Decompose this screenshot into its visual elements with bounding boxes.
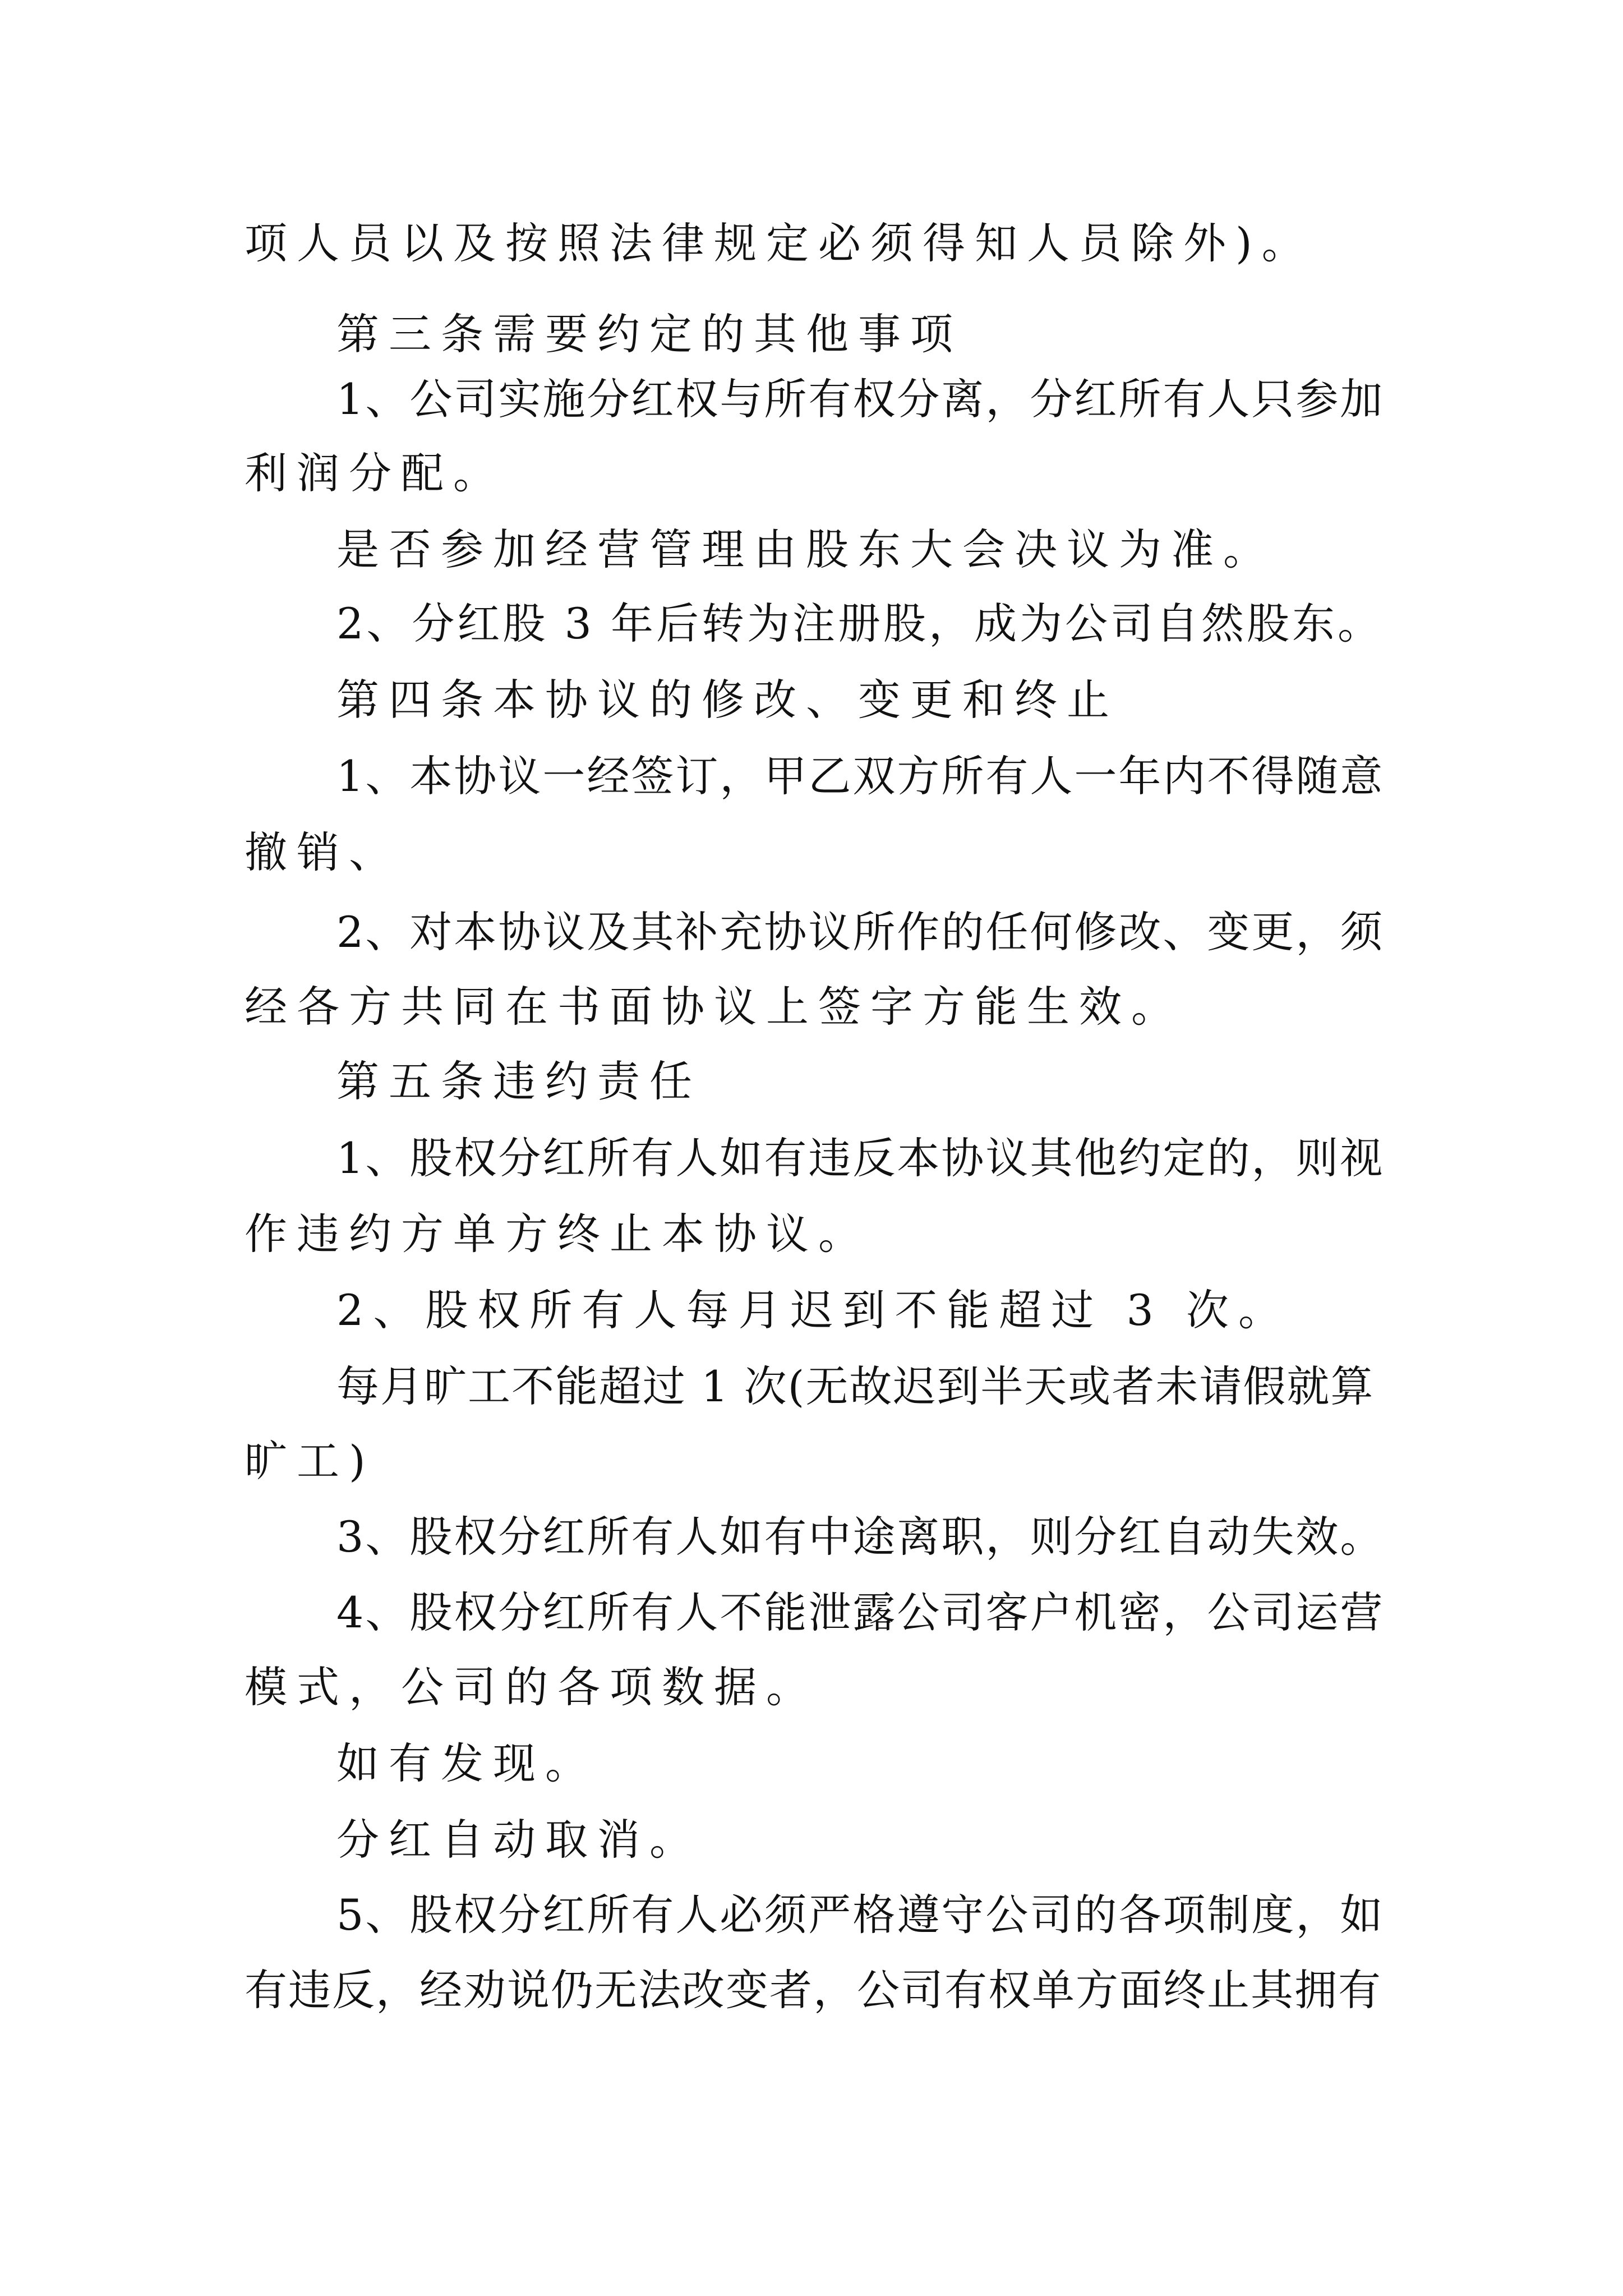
text-line-4: 利润分配。: [245, 448, 505, 498]
text-line-15: 2、股权所有人每月迟到不能超过 3 次。: [336, 1285, 1291, 1335]
section-heading-4: 第四条本协议的修改、变更和终止: [336, 675, 1119, 725]
text-line-16: 每月旷工不能超过 1 次(无故迟到半天或者未请假就算: [336, 1361, 1375, 1411]
text-line-24: 有违反，经劝说仍无法改变者，公司有权单方面终止其拥有: [245, 1965, 1382, 2015]
text-line-19: 4、股权分红所有人不能泄露公司客户机密，公司运营: [336, 1588, 1385, 1637]
text-line-8: 1、本协议一经签订，甲乙双方所有人一年内不得随意: [336, 751, 1385, 801]
text-line-23: 5、股权分红所有人必须严格遵守公司的各项制度，如: [336, 1890, 1385, 1940]
text-line-3: 1、公司实施分红权与所有权分离，分红所有人只参加: [336, 374, 1385, 424]
text-line-17: 旷工): [245, 1436, 375, 1486]
text-line-13: 1、股权分红所有人如有违反本协议其他约定的，则视: [336, 1133, 1385, 1183]
text-line-22: 分红自动取消。: [336, 1815, 702, 1865]
text-line-21: 如有发现。: [336, 1738, 597, 1788]
text-line-5: 是否参加经营管理由股东大会决议为准。: [336, 524, 1275, 574]
text-line-18: 3、股权分红所有人如有中途离职，则分红自动失效。: [336, 1512, 1385, 1562]
text-line-14: 作违约方单方终止本协议。: [245, 1209, 870, 1259]
text-line-11: 经各方共同在书面协议上签字方能生效。: [245, 982, 1183, 1032]
text-line-6: 2、分红股 3 年后转为注册股，成为公司自然股东。: [336, 599, 1384, 648]
text-line-1: 项人员以及按照法律规定必须得知人员除外)。: [245, 218, 1314, 268]
text-line-20: 模式，公司的各项数据。: [245, 1662, 818, 1712]
text-line-10: 2、对本协议及其补充协议所作的任何修改、变更，须: [336, 907, 1385, 957]
section-heading-5: 第五条违约责任: [336, 1056, 702, 1106]
section-heading-3: 第三条需要约定的其他事项: [336, 309, 962, 359]
text-line-9: 撤销、: [245, 827, 401, 877]
